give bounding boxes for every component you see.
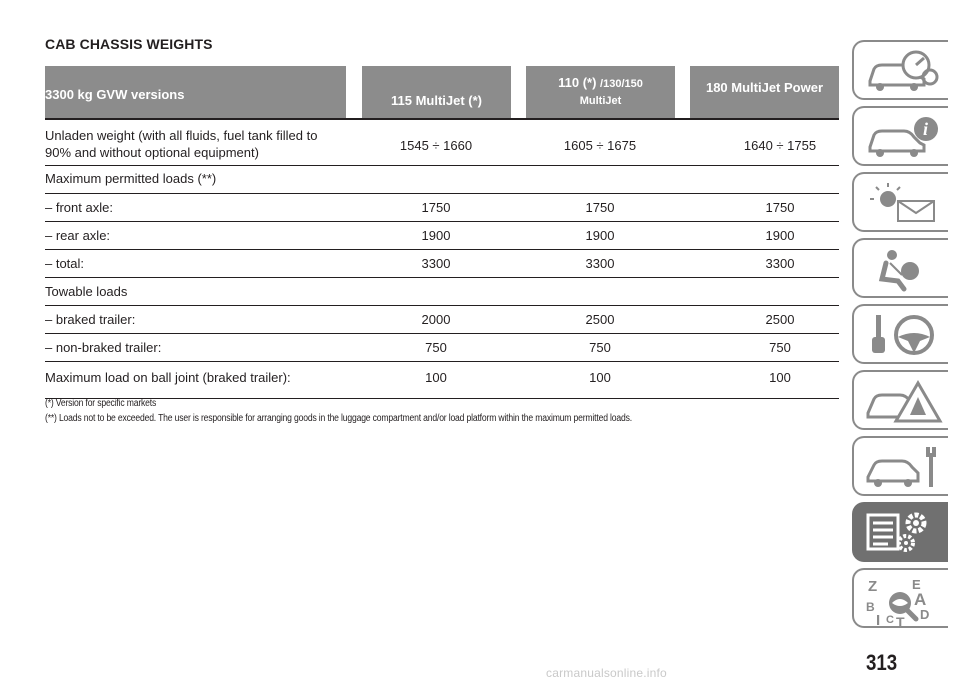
side-tab-servicing[interactable]: [852, 436, 948, 496]
side-tab-safety[interactable]: [852, 238, 948, 298]
table-row: [45, 194, 839, 222]
cell-value: 3300: [765, 256, 795, 271]
cell-value: 1640 ÷ 1755: [743, 138, 817, 153]
cell-value: 1900: [765, 228, 795, 243]
index-letter: T: [896, 614, 905, 627]
index-letter: I: [876, 612, 881, 627]
row-label: Unladen weight (with all fluids, fuel tank filled to 90% and without optional equipment): [45, 128, 318, 160]
seat-airbag-icon: [864, 245, 944, 293]
cell-value: 1605 ÷ 1675: [563, 138, 637, 153]
cell-value: 1750: [421, 200, 451, 215]
technical-data-gears-icon: [864, 509, 944, 557]
row-label: Towable loads: [45, 284, 128, 299]
row-label: Maximum load on ball joint (braked trailer):: [45, 370, 291, 385]
warning-lights-icon: [864, 179, 944, 227]
footnote-2: (**) Loads not to be exceeded. The user is responsible for arranging goods in the luggage compartment and/or load platform within the maximum permitted loads.: [45, 413, 632, 424]
index-letter: C: [886, 614, 894, 626]
row-label: – front axle:: [45, 200, 113, 215]
key-steering-wheel-icon: [864, 311, 944, 359]
car-warning-triangle-icon: [864, 377, 944, 425]
side-tab-dashboard[interactable]: [852, 40, 948, 100]
cell-value: 2500: [765, 312, 795, 327]
row-label: – rear axle:: [45, 228, 111, 243]
row-label: – non-braked trailer:: [45, 340, 162, 355]
cell-value: 100: [425, 370, 447, 385]
cell-value: 750: [425, 340, 447, 355]
cell-value: 3300: [421, 256, 451, 271]
header-110-label: 110 (*): [558, 75, 597, 90]
cell-value: 1900: [421, 228, 451, 243]
index-letter: D: [920, 607, 930, 622]
cell-value: 1900: [585, 228, 615, 243]
row-label: – total:: [45, 256, 85, 271]
row-label: – braked trailer:: [45, 312, 136, 327]
car-dashboard-icon: [864, 47, 944, 95]
footnote-1: (*) Version for specific markets: [45, 398, 157, 409]
header-180-multijet-power: 180 MultiJet Power: [690, 66, 839, 118]
cell-value: 1545 ÷ 1660: [399, 138, 473, 153]
cell-value: 2000: [421, 312, 451, 327]
side-tab-starting-driving[interactable]: [852, 304, 948, 364]
cell-value: 100: [589, 370, 611, 385]
alphabetical-index-icon: [864, 575, 944, 627]
table-row: [45, 250, 839, 278]
cell-value: 100: [769, 370, 791, 385]
side-tab-info[interactable]: [852, 106, 948, 166]
cell-value: 750: [769, 340, 791, 355]
page-number: 313: [866, 650, 898, 675]
index-letter: B: [866, 600, 875, 614]
cab-chassis-weights-table: [45, 66, 839, 399]
watermark: carmanualsonline.info: [546, 666, 667, 680]
table-row: [45, 166, 839, 194]
index-letter: E: [912, 577, 921, 592]
side-tab-technical-data[interactable]: [852, 502, 948, 562]
header-multijet-label: MultiJet: [579, 95, 622, 107]
cell-value: 3300: [585, 256, 615, 271]
car-wrench-icon: [864, 443, 944, 491]
header-115-multijet: 115 MultiJet (*): [362, 66, 511, 118]
side-tab-index[interactable]: [852, 568, 948, 628]
header-130-150-label: /130/150: [600, 78, 643, 90]
table-row: [45, 120, 839, 166]
svg-text:i: i: [923, 119, 929, 139]
header-gvw-versions: 3300 kg GVW versions: [45, 66, 346, 118]
cell-value: 1750: [765, 200, 795, 215]
side-tab-emergency[interactable]: [852, 370, 948, 430]
table-row: [45, 334, 839, 362]
table-row: [45, 362, 839, 399]
side-tab-warning-lights[interactable]: [852, 172, 948, 232]
index-letter: A: [914, 590, 927, 609]
footnotes: [45, 396, 819, 426]
cell-value: 750: [589, 340, 611, 355]
header-110-130-150-multijet: [526, 66, 675, 118]
table-row: [45, 306, 839, 334]
car-info-icon: [864, 113, 944, 161]
cell-value: 2500: [585, 312, 615, 327]
table-header: [45, 66, 839, 120]
table-row: [45, 278, 839, 306]
table-row: [45, 222, 839, 250]
index-letter: Z: [868, 578, 878, 595]
page-title: CAB CHASSIS WEIGHTS: [45, 36, 213, 52]
row-label: Maximum permitted loads (**): [45, 171, 217, 186]
cell-value: 1750: [585, 200, 615, 215]
